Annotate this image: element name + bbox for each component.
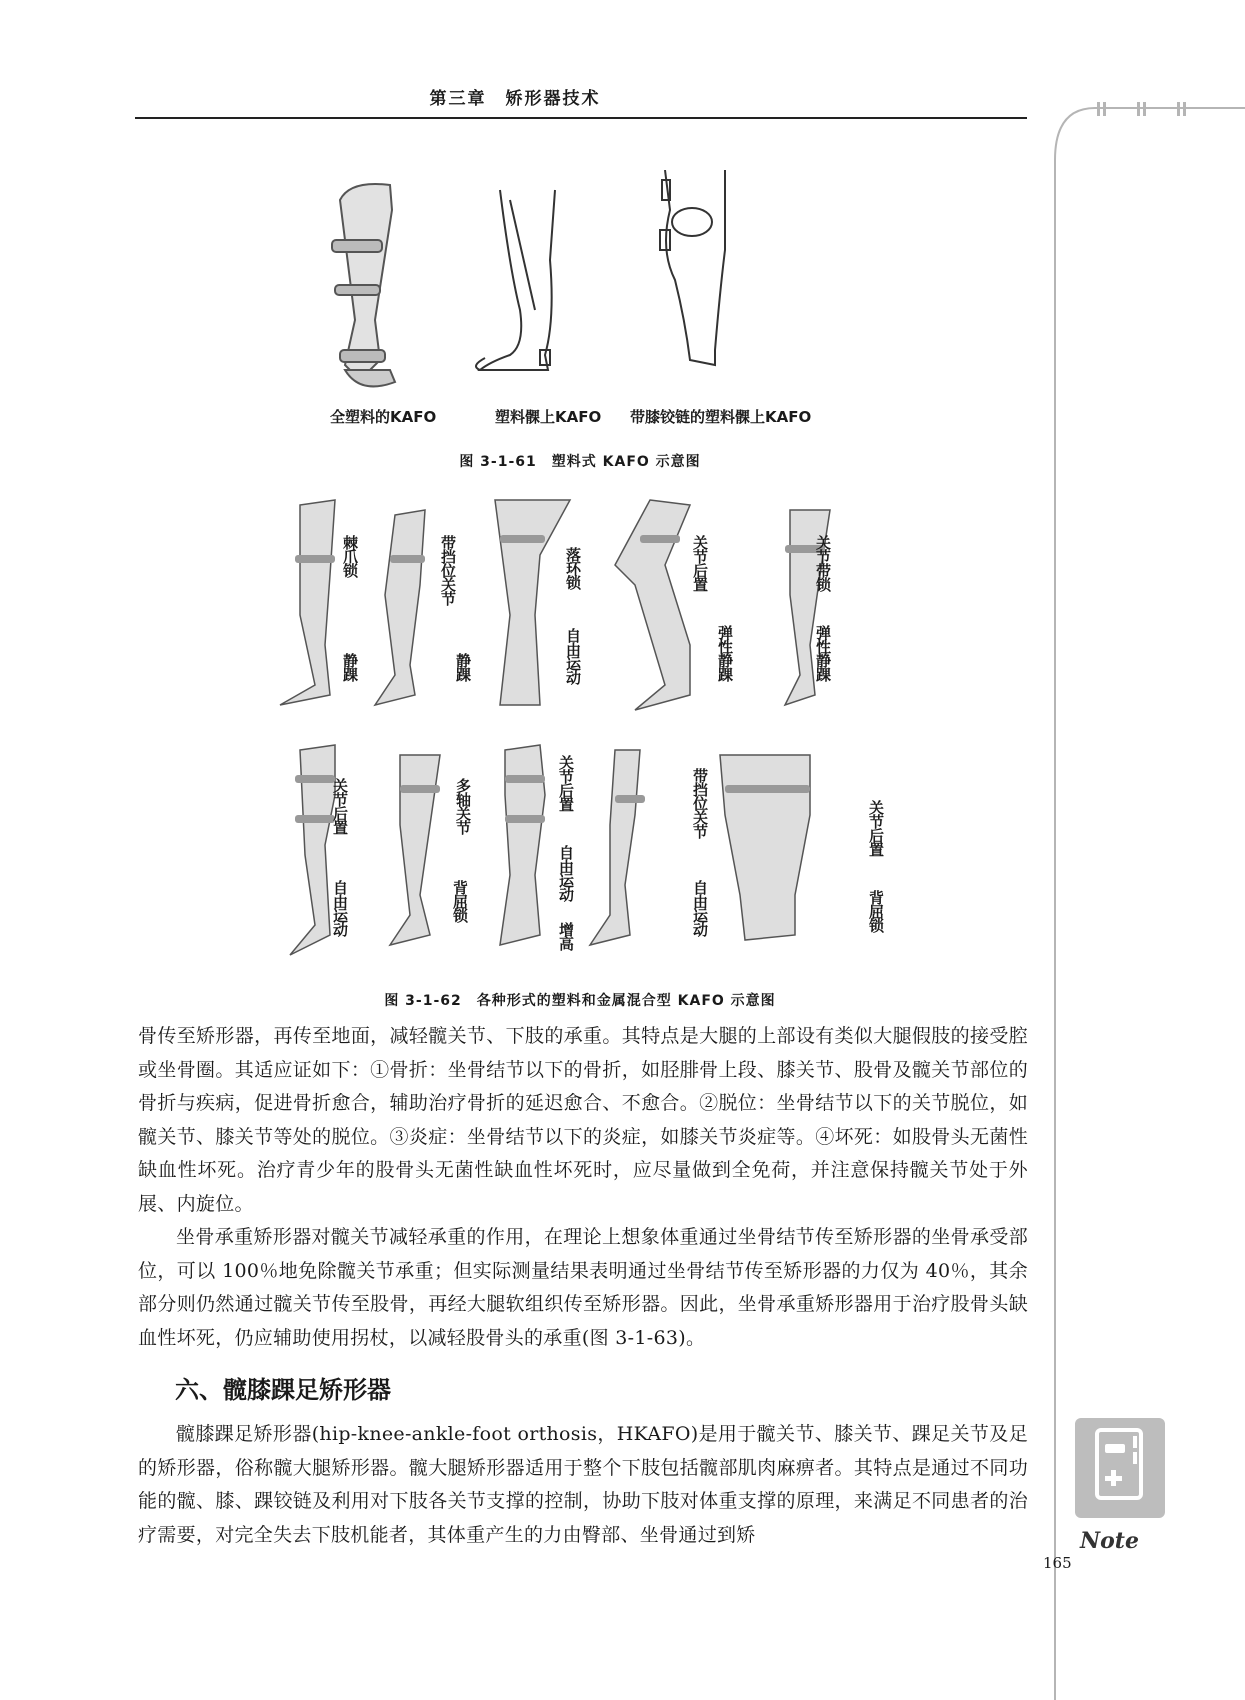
body-text-lower: [138, 1418, 1028, 1552]
fig62-r1c3-ankle-label: 自由运动: [564, 628, 582, 684]
fig62-r1c2-knee-label: 带挡位关节: [439, 535, 457, 605]
fig62-r2c1-ankle-label: 自由运动: [331, 880, 349, 936]
hinged-supracondylar-kafo-drawing: [660, 170, 725, 365]
fig62-r1c1-knee-label: 棘爪锁: [341, 535, 359, 577]
fig62-r1c5-ankle-label: 弹性静踝: [814, 625, 832, 681]
fig62-r2c3-knee-label: 关节后置: [557, 755, 575, 811]
figure-61-label-3: 带膝铰链的塑料髁上KAFO: [630, 408, 812, 426]
fig62-r1c4-ankle-label: 弹性静踝: [716, 625, 734, 681]
fig62-r1c5-knee-label: 关节带锁: [814, 535, 832, 591]
fig62-r2c5-ankle-label: 背屈锁: [867, 890, 885, 932]
figure-61-caption: 图 3-1-61 塑料式 KAFO 示意图: [459, 454, 701, 470]
plastic-supracondylar-kafo-drawing: [476, 190, 555, 370]
fig62-r2c5-knee-label: 关节后置: [867, 800, 885, 856]
fig62-r2c4-knee-label: 带挡位关节: [691, 768, 709, 838]
fig62-r1c3-knee-label: 落环锁: [564, 547, 582, 589]
paragraph-2: 坐骨承重矫形器对髋关节减轻承重的作用，在理论上想象体重通过坐骨结节传至矫形器的坐骨承受部位，可以 100％地免除髋关节承重；但实际测量结果表明通过坐骨结节传至矫形器的力仅为 40％，其余部分则仍然通过髋关节传至股骨，再经大腿软组织传至矫形器。因此，坐骨承重矫形器用于治疗股骨头缺血性坏死，仍应辅助使用拐杖，以减轻股骨头的承重(图 3-1-63)。: [138, 1226, 1028, 1349]
figure-61-label-2: 塑料髁上KAFO: [495, 408, 602, 426]
section-heading: 六、髋膝踝足矫形器: [175, 1376, 391, 1404]
note-label: Note: [1080, 1528, 1139, 1554]
fig62-r2c1-knee-label: 关节后置: [331, 778, 349, 834]
fig62-r2c2-knee-label: 多轴关节: [454, 778, 472, 834]
paragraph-1: 骨传至矫形器，再传至地面，减轻髋关节、下肢的承重。其特点是大腿的上部设有类似大腿假肢的接受腔或坐骨圈。其适应证如下：①骨折：坐骨结节以下的骨折，如胫腓骨上段、膝关节、股骨及髋关节部位的骨折与疾病，促进骨折愈合，辅助治疗骨折的延迟愈合、不愈合。②脱位：坐骨结节以下的关节脱位，如髋关节、膝关节等处的脱位。③炎症：坐骨结节以下的炎症，如膝关节炎症等。④坏死：如股骨头无菌性缺血性坏死。治疗青少年的股骨头无菌性缺血性坏死时，应尽量做到全免荷，并注意保持髋关节处于外展、内旋位。: [138, 1025, 1028, 1215]
figure-3-1-61-illustration: [320, 170, 840, 400]
page-number: 165: [1043, 1554, 1072, 1572]
full-plastic-kafo-drawing: [332, 184, 395, 386]
figure-62-caption: 图 3-1-62 各种形式的塑料和金属混合型 KAFO 示意图: [384, 993, 776, 1009]
chapter-header: 第三章 矫形器技术: [429, 89, 601, 109]
header-rule: [135, 117, 1027, 119]
fig62-r2c3-extra-label: 增高: [557, 922, 575, 950]
fig62-r2c3-ankle-label: 自由运动: [557, 845, 575, 901]
fig62-r1c1-ankle-label: 静踝: [341, 653, 359, 681]
figure-61-label-1: 全塑料的KAFO: [330, 408, 437, 426]
fig62-r1c4-knee-label: 关节后置: [691, 535, 709, 591]
fig62-r1c2-ankle-label: 静踝: [454, 653, 472, 681]
body-text-upper: [138, 1020, 1028, 1355]
paragraph-3: 髋膝踝足矫形器(hip-knee-ankle-foot orthosis，HKAFO)是用于髋关节、膝关节、踝足关节及足的矫形器，俗称髋大腿矫形器。髋大腿矫形器适用于整个下肢包括髋部肌肉麻痹者。其特点是通过不同功能的髋、膝、踝铰链及利用对下肢各关节支撑的控制，协助下肢对体重支撑的原理，来满足不同患者的治疗需要，对完全失去下肢机能者，其体重产生的力由臀部、坐骨通过到矫: [138, 1423, 1028, 1546]
fig62-r2c2-ankle-label: 背屈锁: [451, 880, 469, 922]
fig62-r2c4-ankle-label: 自由运动: [691, 880, 709, 936]
note-icon: [1075, 1418, 1165, 1518]
